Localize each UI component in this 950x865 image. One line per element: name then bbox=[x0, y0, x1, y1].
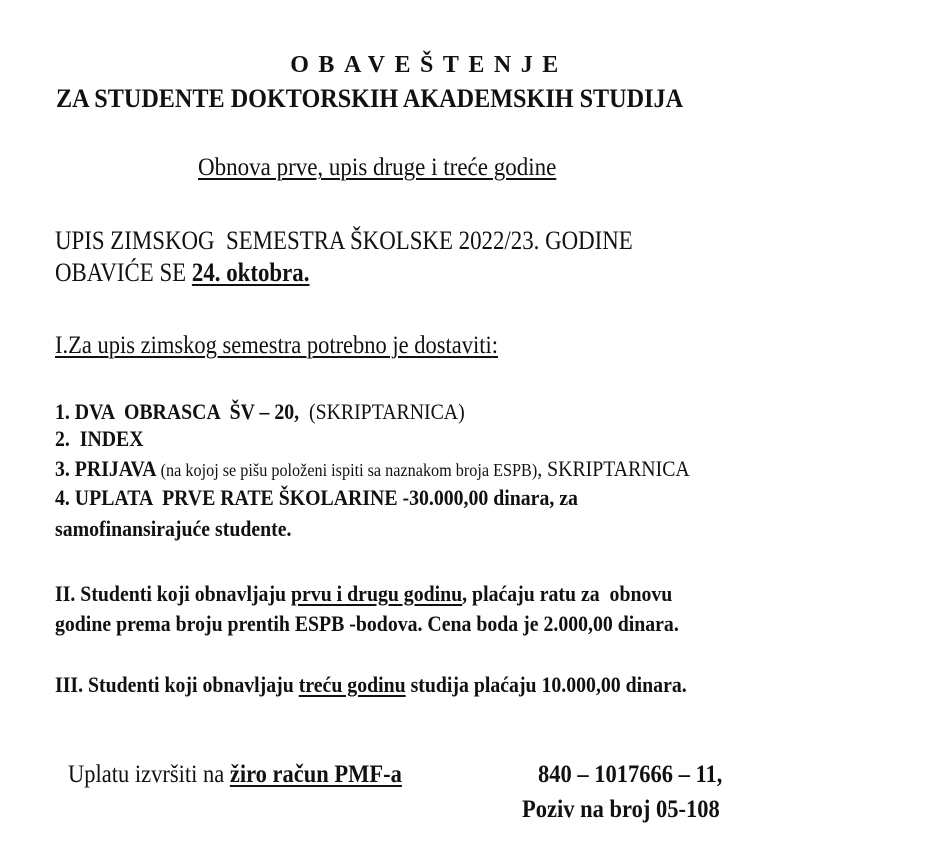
enrollment-date: 24. oktobra. bbox=[191, 258, 310, 287]
payment-account-number: 840 – 1017666 – 11, bbox=[538, 761, 723, 788]
payment-account-label: žiro račun PMF-a bbox=[229, 761, 402, 788]
item-4-bold: 4. UPLATA PRVE RATE ŠKOLARINE -30.000,00 dinara, za bbox=[55, 485, 578, 510]
section-ii-prefix: II. Studenti koji obnavljaju bbox=[55, 581, 292, 606]
payment-prefix: Uplatu izvršiti na bbox=[68, 761, 230, 788]
section-ii-suffix: , plaćaju ratu za obnovu bbox=[462, 581, 673, 606]
document-title: OBAVEŠTENJE bbox=[290, 52, 568, 78]
list-item bbox=[55, 487, 578, 509]
enrollment-prefix: OBAVIĆE SE bbox=[55, 258, 192, 287]
list-item bbox=[55, 401, 465, 423]
section-iii-prefix: III. Studenti koji obnavljaju bbox=[55, 672, 299, 697]
item-3-small-note: (na kojoj se pišu položeni ispiti sa naznakom broja ESPB) bbox=[156, 460, 538, 480]
list-item-continuation: samofinansirajuće studente. bbox=[55, 516, 292, 541]
item-3-bold: 3. PRIJAVA bbox=[55, 456, 157, 481]
item-1-note: (SKRIPTARNICA) bbox=[299, 399, 465, 424]
section-i-heading: I.Za upis zimskog semestra potrebno je dostaviti: bbox=[55, 332, 499, 359]
item-1-bold: 1. DVA OBRASCA ŠV – 20, bbox=[55, 399, 300, 424]
section-iii-underlined: treću godinu bbox=[298, 672, 406, 697]
payment-line bbox=[68, 762, 402, 787]
section-ii-line-2: godine prema broju prentih ESPB -bodova. Cena boda je 2.000,00 dinara. bbox=[55, 611, 679, 636]
document-subtitle: ZA STUDENTE DOKTORSKIH AKADEMSKIH STUDIJA bbox=[56, 84, 684, 113]
enrollment-line-2 bbox=[55, 260, 309, 286]
section-ii-line-1 bbox=[55, 583, 672, 605]
item-3-note: , SKRIPTARNICA bbox=[537, 456, 690, 481]
section-iii bbox=[55, 674, 687, 696]
section-ii-underlined: prvu i drugu godinu bbox=[291, 581, 463, 606]
enrollment-line-1: UPIS ZIMSKOG SEMESTRA ŠKOLSKE 2022/23. GODINE bbox=[55, 226, 633, 255]
item-2-bold: 2. INDEX bbox=[55, 426, 144, 451]
section-iii-suffix: studija plaćaju 10.000,00 dinara. bbox=[405, 672, 687, 697]
list-item bbox=[55, 428, 144, 450]
section-subtitle: Obnova prve, upis druge i treće godine bbox=[198, 154, 557, 181]
list-item bbox=[55, 458, 690, 480]
payment-reference: Poziv na broj 05-108 bbox=[522, 796, 720, 823]
